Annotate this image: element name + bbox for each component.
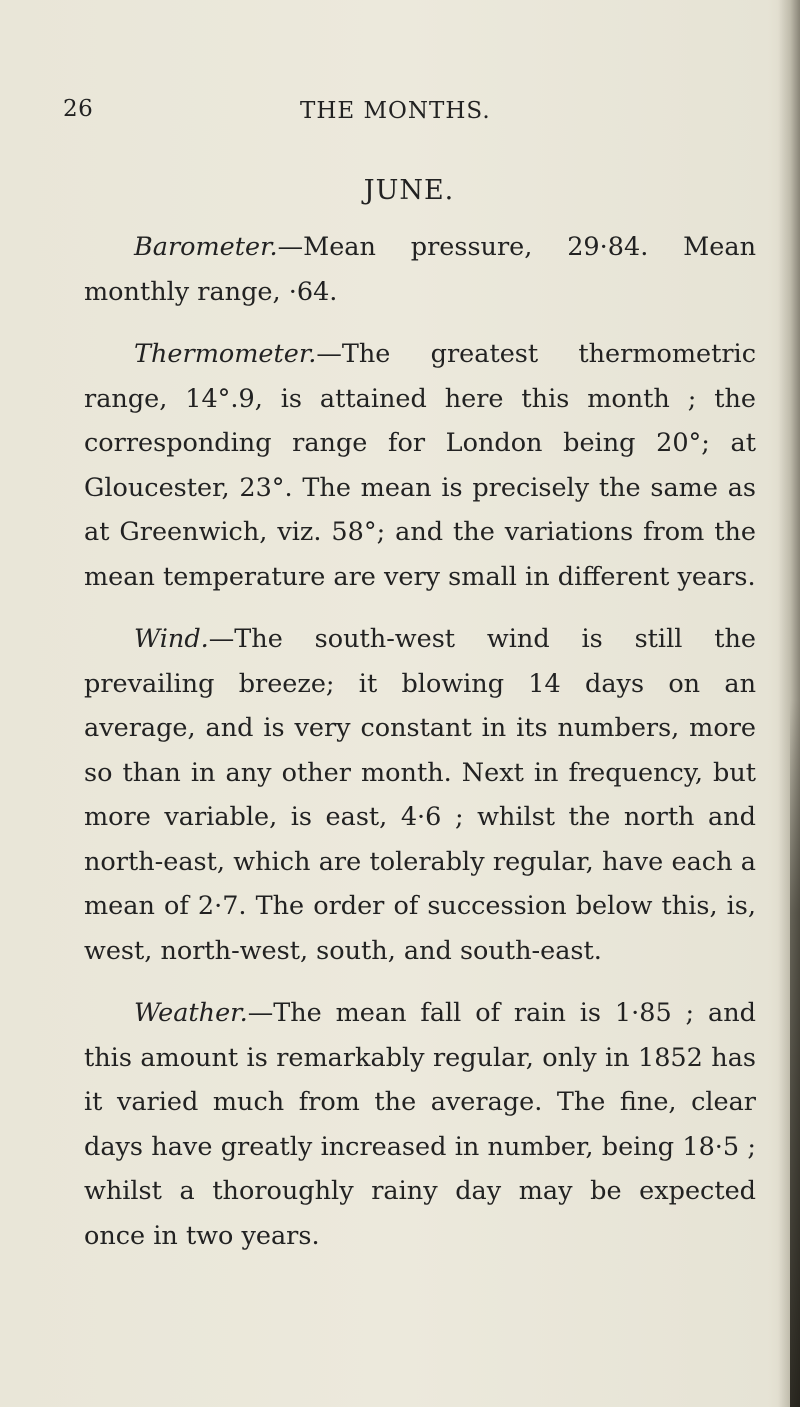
paragraph-barometer: [84, 225, 756, 314]
running-head: THE MONTHS.: [300, 98, 491, 124]
page-number: 26: [63, 96, 94, 122]
paragraph-lead: Weather.: [134, 998, 248, 1028]
body-text: [84, 225, 756, 1276]
page-edge-binding: [790, 700, 800, 1407]
paragraph-wind: [84, 617, 756, 973]
paragraph-weather: [84, 991, 756, 1258]
paragraph-lead: Wind.: [134, 624, 209, 654]
paragraph-lead: Barometer.: [134, 232, 278, 262]
paragraph-lead: Thermometer.: [134, 339, 317, 369]
chapter-title: JUNE.: [363, 175, 455, 206]
paragraph-text: —The greatest thermometric range, 14°.9, is attained here this month ; the corresponding range for London being 20°; at Gloucester, 23°. The mean is precisely the same as at Greenwich, viz. 58°; and the variations from the mean temperature are very small in different years.: [84, 339, 756, 592]
paragraph-text: —The south-west wind is still the prevailing breeze; it blowing 14 days on an average, and is very constant in its numbers, more so than in any other month. Next in frequency, but more variable, is east, 4·6 ; whilst the north and north-east, which are tolerably regular, have each a mean of 2·7. The order of succession below this, is, west, north-west, south, and south-east.: [84, 624, 756, 966]
paragraph-text: —Mean pressure, 29·84. Mean monthly range, ·64.: [84, 232, 756, 307]
page-header: [0, 96, 800, 136]
paragraph-thermometer: [84, 332, 756, 599]
paragraph-text: —The mean fall of rain is 1·85 ; and this amount is remarkably regular, only in 1852 has it varied much from the average. The fine, clear days have greatly increased in number, being 18·5 ; whilst a thoroughly rainy day may be expected once in two years.: [84, 998, 756, 1251]
